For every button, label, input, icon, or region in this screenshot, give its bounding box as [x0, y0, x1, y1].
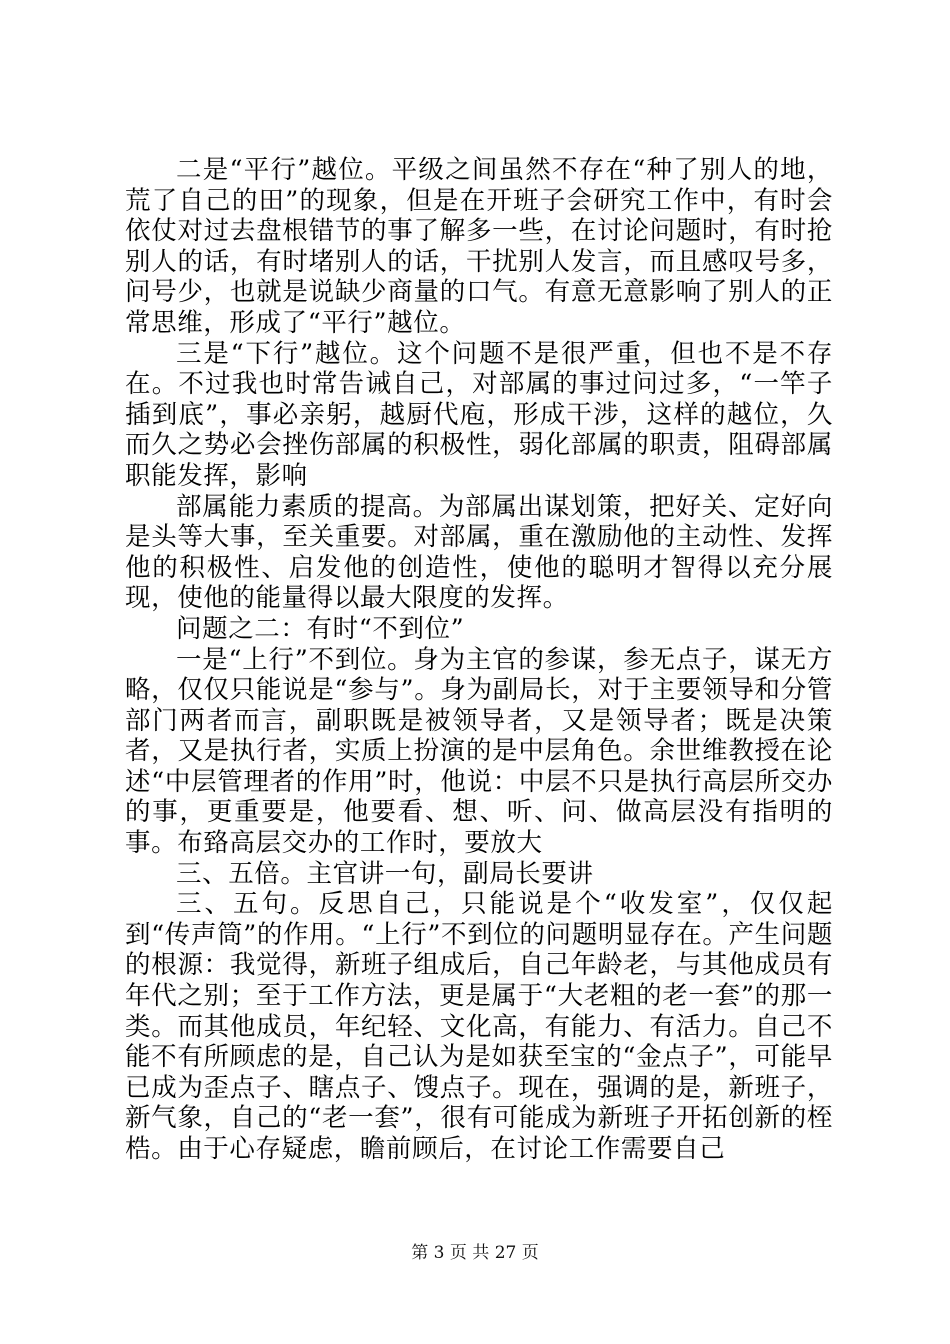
- paragraph-subordinate-ability: 部属能力素质的提高。为部属出谋划策，把好关、定好向是头等大事，至关重要。对部属，重在激励他的主动性、发挥他的积极性、启发他的创造性，使他的聪明才智得以充分展现，使他的能量得以最大限度的发挥。: [125, 491, 833, 614]
- page-number-footer: 第 3 页 共 27 页: [411, 1243, 539, 1263]
- paragraph-downward-overstep: 三是“下行”越位。这个问题不是很严重，但也不是不存在。不过我也时常告诫自己，对部属的事过问过多，“一竿子插到底”，事必亲躬，越厨代庖，形成干涉，这样的越位，久而久之势必会挫伤部属的积极性，弱化部属的职责，阻碍部属职能发挥，影响: [125, 338, 833, 491]
- document-body: [125, 155, 833, 1165]
- paragraph-parallel-overstep: 二是“平行”越位。平级之间虽然不存在“种了别人的地，荒了自己的田”的现象，但是在开班子会研究工作中，有时会依仗对过去盘根错节的事了解多一些，在讨论问题时，有时抢别人的话，有时堵别人的话，干扰别人发言，而且感叹号多，问号少，也就是说缺少商量的口气。有意无意影响了别人的正常思维，形成了“平行”越位。: [125, 155, 833, 338]
- paragraph-upward-not-in-place: 一是“上行”不到位。身为主官的参谋，参无点子，谋无方略，仅仅只能说是“参与”。身为副局长，对于主要领导和分管部门两者而言，副职既是被领导者，又是领导者；既是决策者，又是执行者，实质上扮演的是中层角色。余世维教授在论述“中层管理者的作用”时，他说：中层不只是执行高层所交办的事，更重要是，他要看、想、听、问、做高层没有指明的事。布臵高层交办的工作时，要放大: [125, 644, 833, 859]
- paragraph-self-reflection: 三、五句。反思自己，只能说是个“收发室”，仅仅起到“传声筒”的作用。“上行”不到位的问题明显存在。产生问题的根源：我觉得，新班子组成后，自己年龄老，与其他成员有年代之别；至于工作方法，更是属于“大老粗的老一套”的那一类。而其他成员，年纪轻、文化高，有能力、有活力。自己不能不有所顾虑的是，自己认为是如获至宝的“金点子”，可能早已成为歪点子、瞎点子、馊点子。现在，强调的是，新班子，新气象，自己的“老一套”，很有可能成为新班子开拓创新的桎梏。由于心存疑虑，瞻前顾后，在讨论工作需要自己: [125, 889, 833, 1164]
- paragraph-problem-two-heading: 问题之二：有时“不到位”: [176, 613, 465, 644]
- paragraph-three-five-times: 三、五倍。主官讲一句，副局长要讲: [176, 858, 594, 889]
